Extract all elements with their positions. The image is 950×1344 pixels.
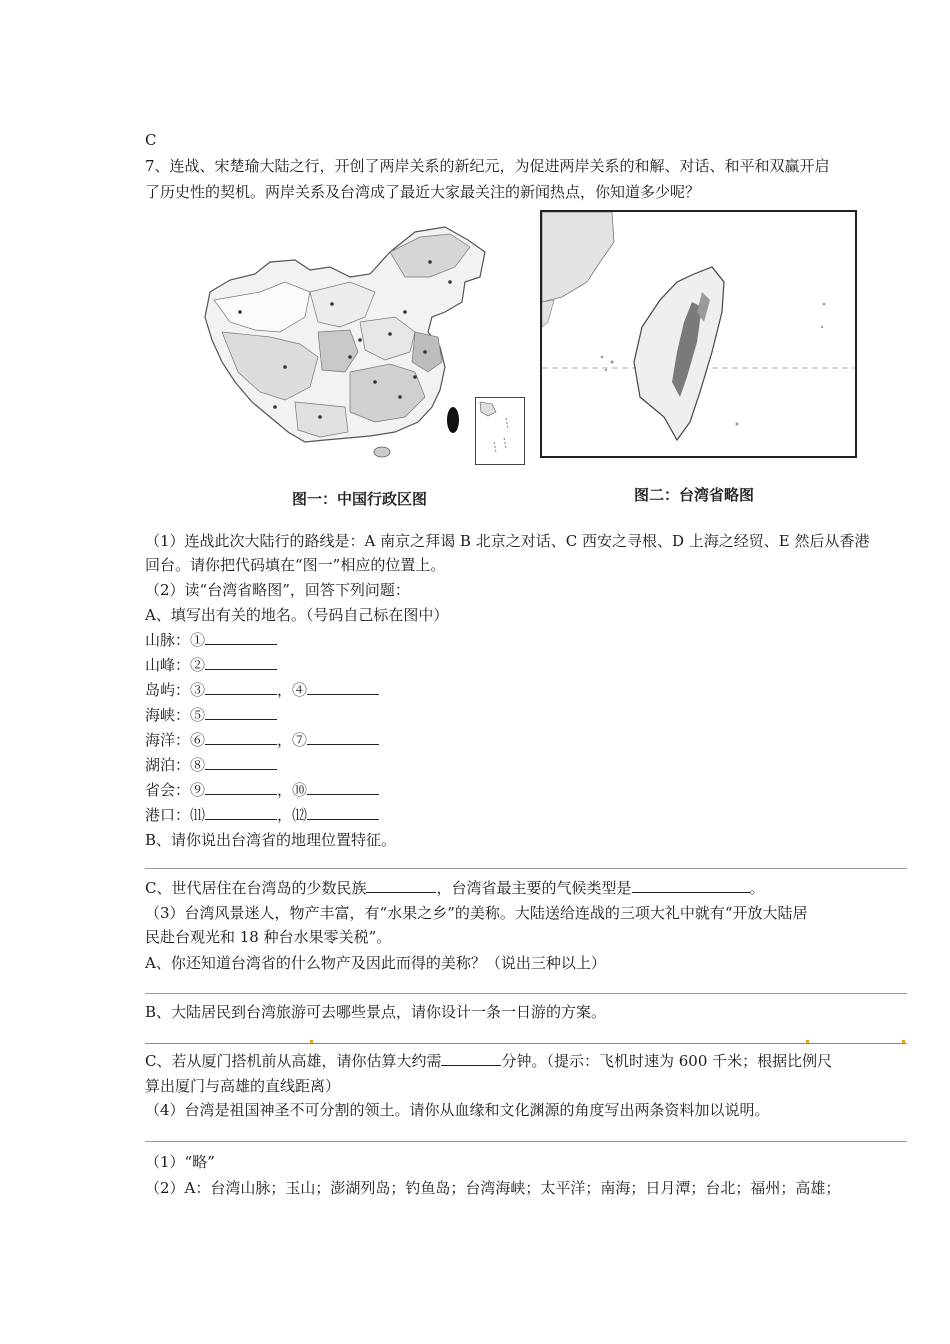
- comma: ，: [277, 681, 293, 699]
- part2-c-question: [145, 876, 765, 900]
- part3-c-text1: C、若从厦门搭机前从高雄，请你估算大约需: [145, 1052, 442, 1070]
- answer-blank[interactable]: [205, 678, 277, 695]
- previous-answer: C: [145, 131, 157, 149]
- fill-label: 山峰：: [145, 656, 191, 674]
- part3-line2: 民赴台观光和 18 种台水果零关税”。: [145, 928, 392, 946]
- fill-label: 山脉：: [145, 631, 191, 649]
- figure2-caption: 图二：台湾省略图: [634, 486, 755, 504]
- answer-blank[interactable]: [307, 803, 379, 820]
- fill-row-ocean: [145, 728, 379, 752]
- answer-1: （1）“略”: [145, 1153, 215, 1171]
- china-map-graphic: [200, 222, 500, 472]
- fill-number: ⑿: [292, 806, 308, 824]
- fill-label: 省会：: [145, 781, 191, 799]
- part2-c-text2: ，台湾省最主要的气候类型是: [436, 879, 632, 897]
- mark-dot: [902, 1040, 905, 1043]
- figure1-caption: 图一：中国行政区图: [292, 490, 428, 508]
- fill-number: ⑥: [190, 731, 206, 749]
- answer-blank[interactable]: [307, 778, 379, 795]
- fill-label: 海峡：: [145, 706, 191, 724]
- answer-blank[interactable]: [307, 678, 379, 695]
- part4-question: （4）台湾是祖国神圣不可分割的领土。请你从血缘和文化渊源的角度写出两条资料加以说明。: [145, 1101, 770, 1119]
- fill-number: ⑧: [190, 756, 206, 774]
- answer-blank[interactable]: [205, 753, 277, 770]
- answer-blank[interactable]: [307, 728, 379, 745]
- part3-a-question: A、你还知道台湾省的什么物产及因此而得的美称？（说出三种以上）: [145, 954, 606, 972]
- fill-row-lake: [145, 753, 277, 777]
- answer-line[interactable]: [145, 1043, 907, 1044]
- answer-line[interactable]: [145, 868, 907, 869]
- south-sea-inset-graphic: [476, 398, 524, 464]
- fill-number: ④: [292, 681, 308, 699]
- comma: ，: [277, 806, 293, 824]
- fill-number: ⑤: [190, 706, 206, 724]
- fill-label: 海洋：: [145, 731, 191, 749]
- comma: ，: [277, 731, 293, 749]
- fill-label: 岛屿：: [145, 681, 191, 699]
- fill-number: ①: [190, 631, 206, 649]
- answer-blank[interactable]: [205, 653, 277, 670]
- answer-line[interactable]: [145, 993, 907, 994]
- fill-row-strait: [145, 703, 277, 727]
- answer-blank[interactable]: [205, 778, 277, 795]
- part1-line1: （1）连战此次大陆行的路线是：A 南京之拜谒 B 北京之对话、C 西安之寻根、D 上海之经贸、E 然后从香港: [145, 532, 870, 550]
- answer-line[interactable]: [145, 1141, 907, 1142]
- fill-number: ⑨: [190, 781, 206, 799]
- part1-line2: 回台。请你把代码填在“图一”相应的位置上。: [145, 556, 446, 574]
- fill-label: 港口：: [145, 806, 191, 824]
- fill-row-capital: [145, 778, 379, 802]
- q7-intro-line2: 了历史性的契机。两岸关系及台湾成了最近大家最关注的新闻热点，你知道多少呢？: [145, 183, 701, 201]
- part3-b-question: B、大陆居民到台湾旅游可去哪些景点，请你设计一条一日游的方案。: [145, 1003, 607, 1021]
- fill-number: ⑦: [292, 731, 308, 749]
- fill-row-island: [145, 678, 379, 702]
- fill-row-mountain: [145, 628, 277, 652]
- part3-c-line2: 算出厦门与高雄的直线距离）: [145, 1077, 341, 1095]
- answer-blank-climate[interactable]: [632, 876, 750, 893]
- part3-c-question: [145, 1049, 832, 1073]
- fill-number: ②: [190, 656, 206, 674]
- answer-blank[interactable]: [205, 628, 277, 645]
- part2-title: （2）读“台湾省略图”，回答下列问题：: [145, 581, 410, 599]
- mark-dot: [806, 1040, 809, 1043]
- answer-blank-ethnic[interactable]: [366, 876, 436, 893]
- fill-row-peak: [145, 653, 277, 677]
- answer-blank[interactable]: [205, 703, 277, 720]
- answer-blank[interactable]: [205, 728, 277, 745]
- part3-line1: （3）台湾风景迷人，物产丰富，有“水果之乡”的美称。大陆送给连战的三项大礼中就有“开放大陆居: [145, 904, 808, 922]
- fill-label: 湖泊：: [145, 756, 191, 774]
- south-sea-inset: [475, 397, 525, 465]
- taiwan-map: [540, 210, 857, 458]
- part3-c-text2: 分钟。（提示：飞机时速为 600 千米；根据比例尺: [501, 1052, 833, 1070]
- part2-a-instruction: A、填写出有关的地名。（号码自己标在图中）: [145, 606, 449, 624]
- part2-c-text1: C、世代居住在台湾岛的少数民族: [145, 879, 367, 897]
- q7-intro-line1: 7、连战、宋楚瑜大陆之行，开创了两岸关系的新纪元，为促进两岸关系的和解、对话、和平和双赢开启: [145, 157, 830, 175]
- fill-number: ⑾: [190, 806, 206, 824]
- china-map: [200, 222, 500, 472]
- fill-number: ③: [190, 681, 206, 699]
- part2-b-question: B、请你说出台湾省的地理位置特征。: [145, 831, 397, 849]
- mark-dot: [310, 1040, 313, 1043]
- answer-blank[interactable]: [205, 803, 277, 820]
- taiwan-map-graphic: [542, 212, 855, 456]
- answer-2: （2）A：台湾山脉；玉山；澎湖列岛；钓鱼岛；台湾海峡；太平洋；南海；日月潭；台北；福州；高雄；: [145, 1179, 841, 1197]
- fill-number: ⑩: [292, 781, 308, 799]
- answer-blank-minutes[interactable]: [441, 1049, 501, 1066]
- part2-c-end: 。: [749, 879, 765, 897]
- comma: ，: [277, 781, 293, 799]
- fill-row-port: [145, 803, 379, 827]
